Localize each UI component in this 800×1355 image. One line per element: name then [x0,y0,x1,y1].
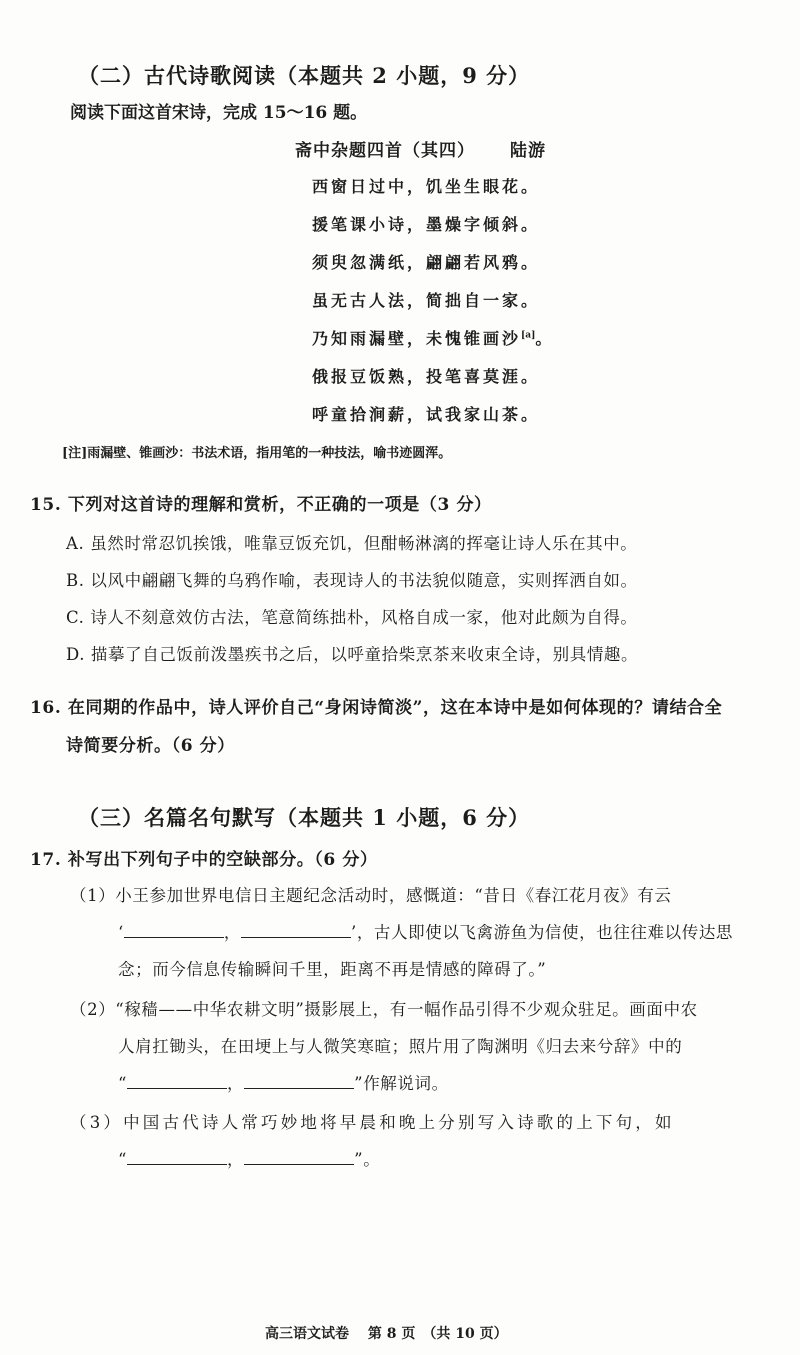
answer-blank-2b[interactable] [244,1074,354,1089]
poem-line-5: 乃知雨漏壁，未愧锥画沙[a]。 [312,329,555,348]
q17-part3-line1: （3）中国古代诗人常巧妙地将早晨和晚上分别写入诗歌的上下句，如 [70,1113,675,1132]
section3-title: （三）名篇名句默写（本题共 1 小题，6 分） [78,805,531,830]
answer-blank-1b[interactable] [241,923,351,938]
q17-part2-line1: （2）“稼穑——中华农耕文明”摄影展上，有一幅作品引得不少观众驻足。画面中农 [70,1000,698,1019]
section2-title: （二）古代诗歌阅读（本题共 2 小题，9 分） [78,63,531,88]
footnote-marker: [a] [521,330,536,341]
q15-option-a: A. 虽然时常忍饥挨饿，唯靠豆饭充饥，但酣畅淋漓的挥毫让诗人乐在其中。 [66,534,638,553]
q16-line1: 16. 在同期的作品中，诗人评价自己“身闲诗简淡”，这在本诗中是如何体现的？请结合全 [30,698,723,718]
q15-option-b: B. 以风中翩翩飞舞的乌鸦作喻，表现诗人的书法貌似随意，实则挥洒自如。 [66,571,638,590]
q15-stem: 15. 下列对这首诗的理解和赏析，不正确的一项是（3 分） [30,495,492,515]
poem-line-6: 俄报豆饭熟，投笔喜莫涯。 [312,367,541,386]
q17-part1-line2: ‘ ， ’，古人即使以飞禽游鱼为信使，也往往难以传达思 [118,923,734,942]
q15-option-d: D. 描摹了自己饭前泼墨疾书之后，以呼童拾柴烹茶来收束全诗，别具情趣。 [66,645,639,664]
q16-line2: 诗简要分析。（6 分） [66,736,235,756]
q17-part2-line3: “ ， ”作解说词。 [118,1074,449,1093]
page-footer: 高三语文试卷 第 8 页 （共 10 页） [265,1326,508,1342]
poem-note: [注]雨漏壁、锥画沙：书法术语，指用笔的一种技法，喻书迹圆浑。 [62,446,452,461]
poem-author: 陆游 [510,141,546,161]
q17-stem: 17. 补写出下列句子中的空缺部分。（6 分） [30,850,378,870]
q17-part1-line3: 念；而今信息传输瞬间千里，距离不再是情感的障碍了。” [118,960,547,979]
q17-part3-line2: “ ， ”。 [118,1150,381,1169]
poem-line-3: 须臾忽满纸，翩翩若风鸦。 [312,253,541,272]
answer-blank-3b[interactable] [244,1150,354,1165]
poem-title: 斋中杂题四首（其四） [295,141,475,161]
section2-intro: 阅读下面这首宋诗，完成 15～16 题。 [70,103,368,123]
poem-line-2: 援笔课小诗，墨燥字倾斜。 [312,215,541,234]
answer-blank-2a[interactable] [127,1074,227,1089]
poem-line-4: 虽无古人法，简拙自一家。 [312,291,541,310]
poem-line-7: 呼童拾涧薪，试我家山茶。 [312,405,541,424]
answer-blank-1a[interactable] [124,923,224,938]
answer-blank-3a[interactable] [127,1150,227,1165]
q17-part1-line1: （1）小王参加世界电信日主题纪念活动时，感慨道：“昔日《春江花月夜》有云 [70,886,672,905]
q15-option-c: C. 诗人不刻意效仿古法，笔意简练拙朴，风格自成一家，他对此颇为自得。 [66,608,638,627]
q17-part2-line2: 人肩扛锄头，在田埂上与人微笑寒暄；照片用了陶渊明《归去来兮辞》中的 [118,1037,683,1056]
poem-line-1: 西窗日过中，饥坐生眼花。 [312,177,541,196]
